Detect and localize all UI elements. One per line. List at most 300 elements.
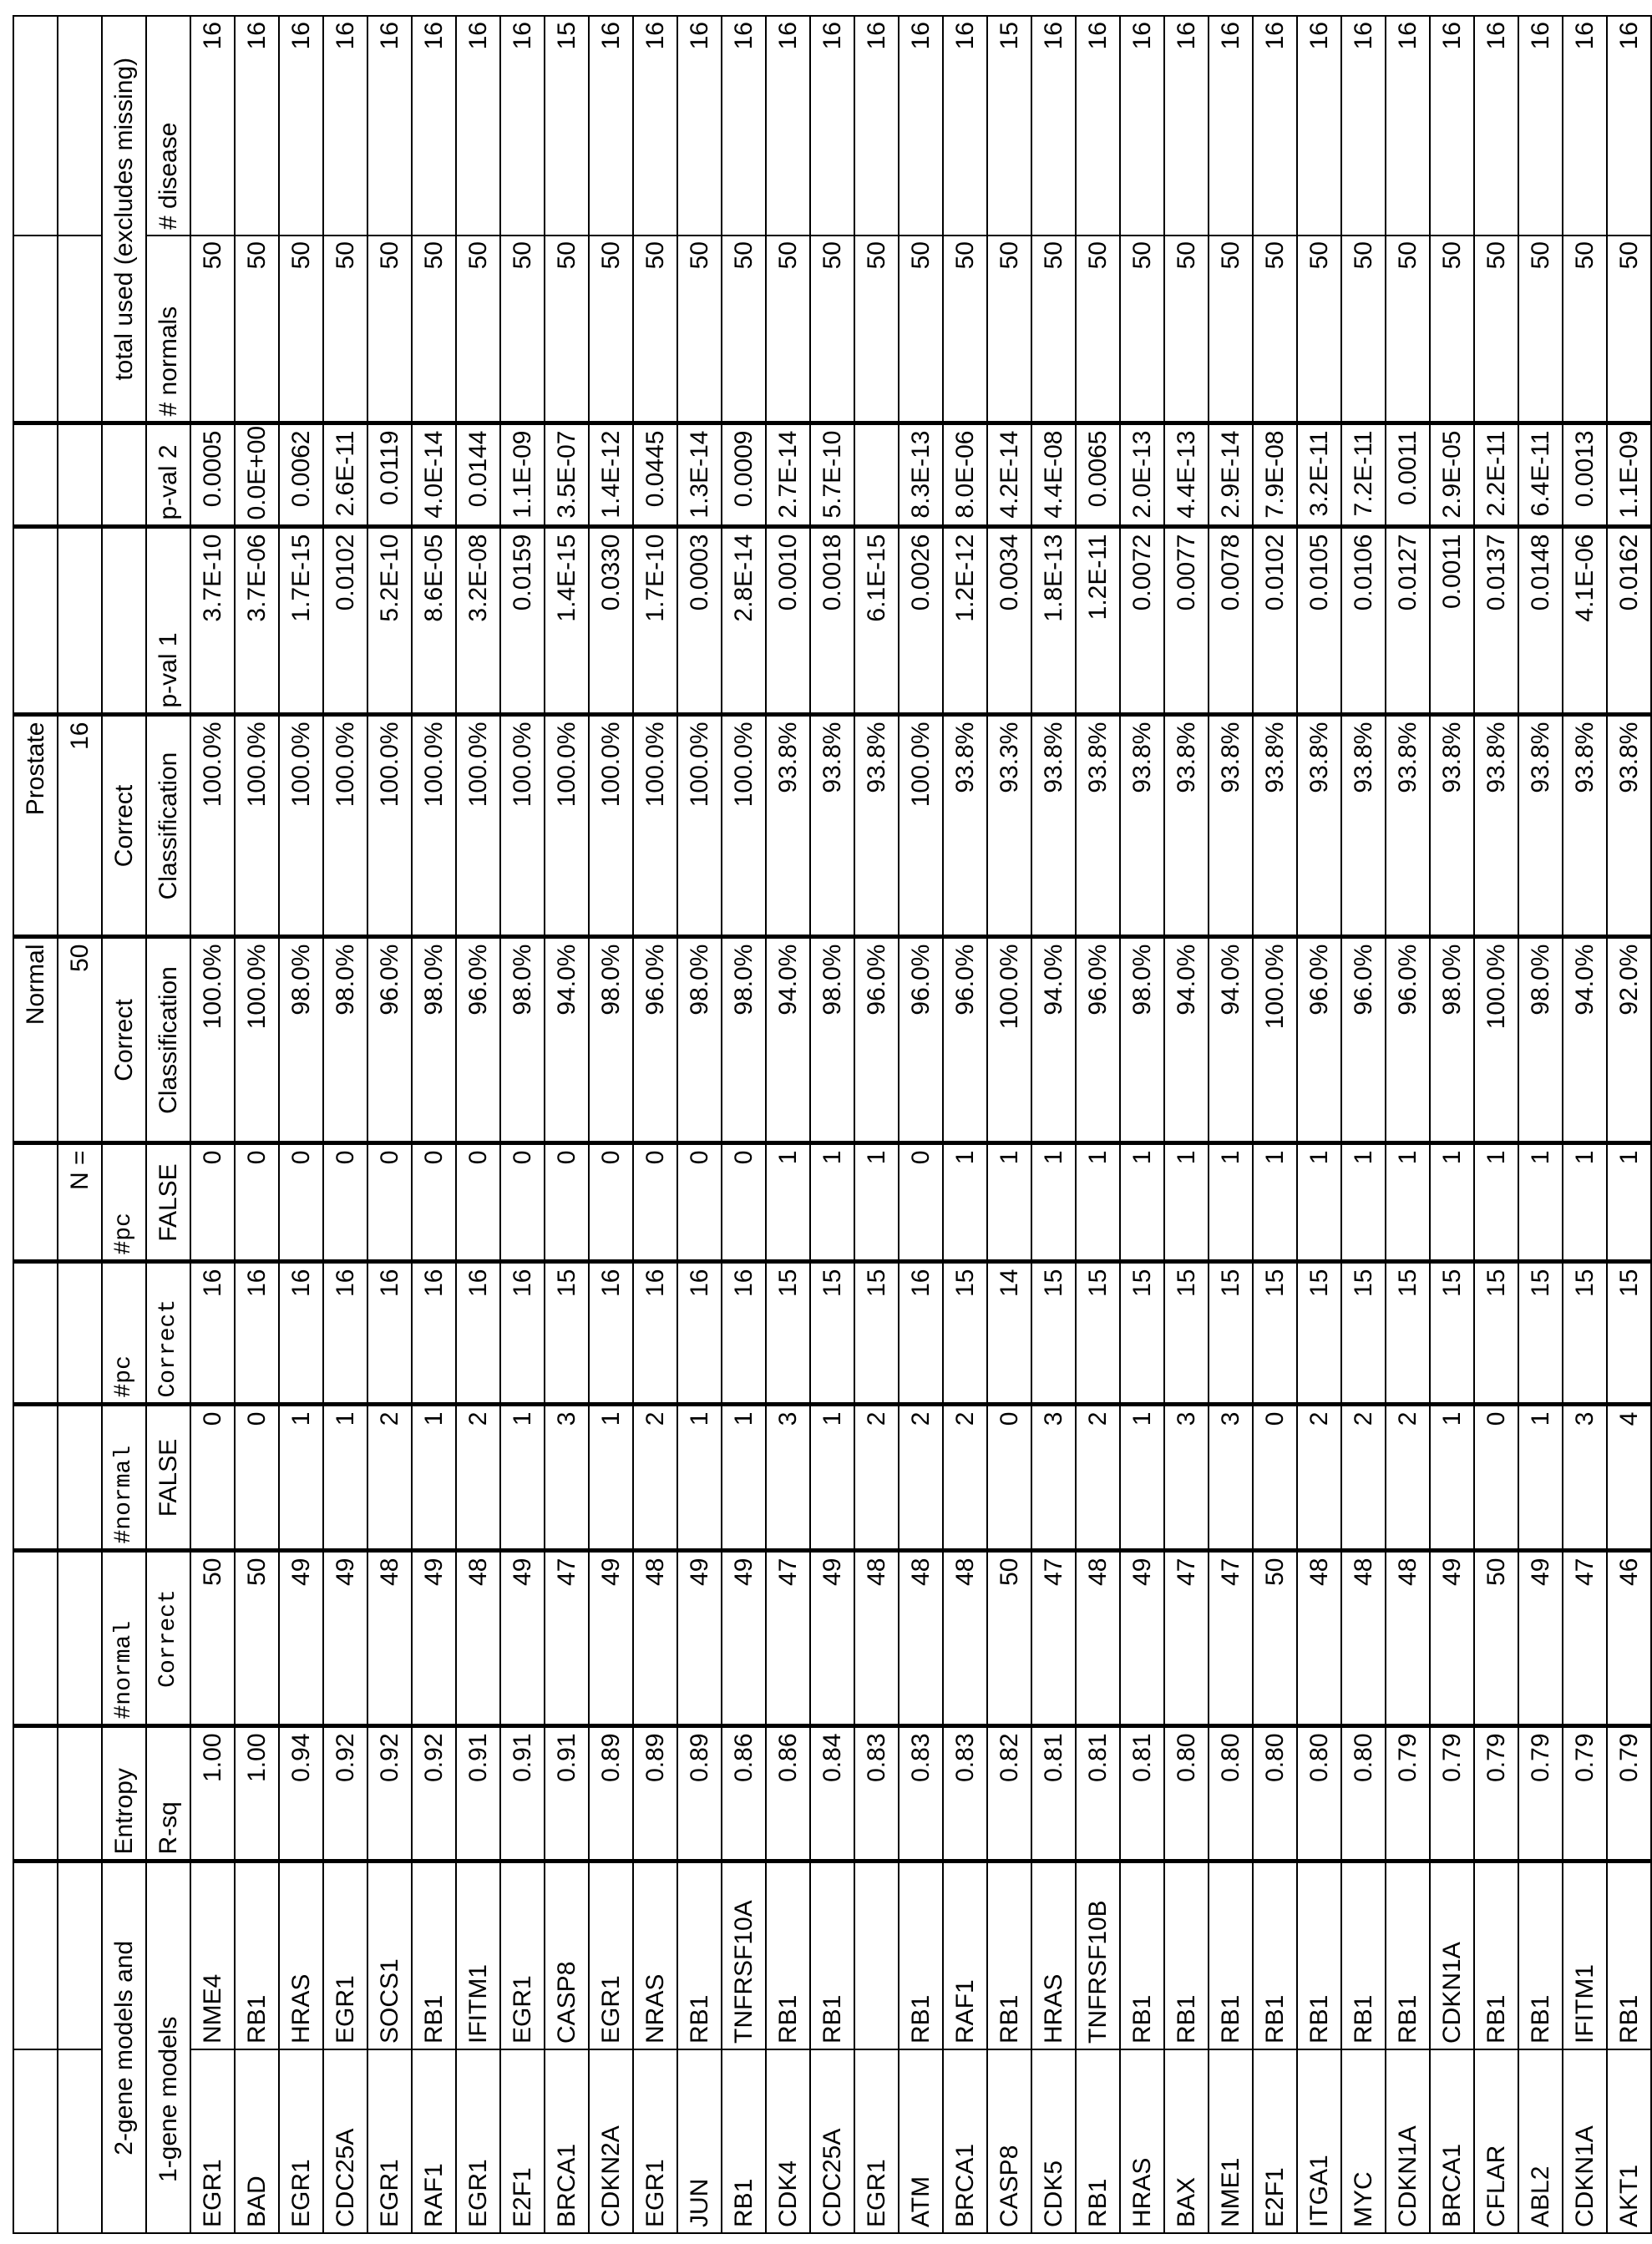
- prostate-classification-cell: 93.8%: [1253, 715, 1297, 937]
- normal-classification-cell: 98.0%: [677, 937, 722, 1143]
- gene1-cell: CDK5: [1031, 2049, 1076, 2233]
- gene2-cell: CASP8: [545, 1862, 589, 2049]
- normal-classification-cell: 96.0%: [899, 937, 943, 1143]
- gene1-cell: ATM: [899, 2049, 943, 2233]
- rsq-cell: 1.00: [190, 1726, 235, 1862]
- pval1-cell: 1.2E-11: [1076, 527, 1120, 715]
- normal-correct-cell: 49: [323, 1551, 367, 1726]
- prostate-classification-cell: 93.8%: [766, 715, 810, 937]
- rsq-cell: 0.89: [633, 1726, 677, 1862]
- normal-false-cell: 3: [1209, 1405, 1253, 1551]
- table-row: [722, 16, 766, 2233]
- n-disease-cell: 16: [766, 16, 810, 236]
- pval2-cell: 4.4E-13: [1164, 423, 1209, 527]
- pval1-cell: 0.0102: [323, 527, 367, 715]
- header-cell: [13, 1862, 58, 2049]
- normal-false-cell: 1: [810, 1405, 854, 1551]
- header-cell: [13, 527, 58, 715]
- pval1-cell: 8.6E-05: [412, 527, 456, 715]
- prostate-classification-cell: 93.8%: [1164, 715, 1209, 937]
- pc-false-cell: 0: [677, 1143, 722, 1262]
- table-row: [766, 16, 810, 2233]
- rsq-cell: 0.84: [810, 1726, 854, 1862]
- n-normals-cell: 50: [323, 236, 367, 423]
- pval1-cell: 0.0034: [987, 527, 1031, 715]
- table-row: [943, 16, 987, 2233]
- n-disease-cell: 16: [235, 16, 279, 236]
- table-row: [854, 16, 899, 2233]
- normal-correct-cell: 50: [235, 1551, 279, 1726]
- pval2-cell: 0.0E+00: [235, 423, 279, 527]
- n-normals-cell: 50: [1253, 236, 1297, 423]
- pval2-cell: 0.0144: [456, 423, 500, 527]
- n-disease-cell: 16: [279, 16, 323, 236]
- pc-correct-cell: 16: [677, 1262, 722, 1405]
- table-row: [899, 16, 943, 2233]
- n-disease-cell: 16: [367, 16, 412, 236]
- header-prostate-classification: Classification: [146, 715, 190, 937]
- n-normals-cell: 50: [1341, 236, 1386, 423]
- gene1-cell: BRCA1: [1430, 2049, 1474, 2233]
- gene1-cell: CFLAR: [1474, 2049, 1518, 2233]
- pval2-cell: 2.6E-11: [323, 423, 367, 527]
- gene2-cell: RB1: [1120, 1862, 1164, 2049]
- gene2-cell: TNFRSF10B: [1076, 1862, 1120, 2049]
- header-cell: [58, 1862, 102, 2049]
- pc-correct-cell: 15: [1209, 1262, 1253, 1405]
- table-row: [1120, 16, 1164, 2233]
- pc-false-cell: 1: [1297, 1143, 1341, 1262]
- prostate-classification-cell: 93.8%: [1076, 715, 1120, 937]
- normal-correct-cell: 47: [1209, 1551, 1253, 1726]
- header-normal-correct-prefix: #normal: [102, 1551, 146, 1726]
- header-cell: [58, 423, 102, 527]
- rsq-cell: 0.86: [766, 1726, 810, 1862]
- n-normals-cell: 50: [987, 236, 1031, 423]
- n-disease-cell: 16: [1253, 16, 1297, 236]
- pc-correct-cell: 15: [1430, 1262, 1474, 1405]
- pval1-cell: 0.0078: [1209, 527, 1253, 715]
- normal-correct-cell: 50: [190, 1551, 235, 1726]
- gene1-cell: CDKN2A: [589, 2049, 633, 2233]
- rsq-cell: 1.00: [235, 1726, 279, 1862]
- pc-false-cell: 0: [589, 1143, 633, 1262]
- normal-classification-cell: 96.0%: [367, 937, 412, 1143]
- normal-classification-cell: 98.0%: [500, 937, 545, 1143]
- pc-false-cell: 0: [722, 1143, 766, 1262]
- normal-classification-cell: 96.0%: [456, 937, 500, 1143]
- pval2-cell: 2.9E-05: [1430, 423, 1474, 527]
- pc-correct-cell: 16: [456, 1262, 500, 1405]
- prostate-classification-cell: 93.8%: [943, 715, 987, 937]
- gene2-cell: RB1: [1297, 1862, 1341, 2049]
- normal-correct-cell: 48: [899, 1551, 943, 1726]
- normal-correct-cell: 50: [1474, 1551, 1518, 1726]
- n-disease-cell: 16: [1474, 16, 1518, 236]
- pval2-cell: 1.3E-14: [677, 423, 722, 527]
- header-cell: [13, 236, 58, 423]
- table-row: [456, 16, 500, 2233]
- pval2-cell: 0.0062: [279, 423, 323, 527]
- pval2-cell: 2.7E-14: [766, 423, 810, 527]
- n-normals-cell: 50: [1209, 236, 1253, 423]
- normal-false-cell: 2: [1297, 1405, 1341, 1551]
- pc-false-cell: 0: [500, 1143, 545, 1262]
- header-prostate-n: 16: [58, 715, 102, 937]
- pc-false-cell: 1: [1253, 1143, 1297, 1262]
- normal-correct-cell: 49: [1518, 1551, 1563, 1726]
- rsq-cell: 0.94: [279, 1726, 323, 1862]
- normal-false-cell: 1: [412, 1405, 456, 1551]
- normal-correct-cell: 49: [722, 1551, 766, 1726]
- gene2-cell: RAF1: [943, 1862, 987, 2049]
- pval2-cell: 8.0E-06: [943, 423, 987, 527]
- n-normals-cell: 50: [190, 236, 235, 423]
- header-cell: [13, 1262, 58, 1405]
- header-cell: [58, 1262, 102, 1405]
- header-row-4: [146, 16, 190, 2233]
- normal-correct-cell: 46: [1607, 1551, 1651, 1726]
- normal-false-cell: 2: [1341, 1405, 1386, 1551]
- prostate-classification-cell: 100.0%: [279, 715, 323, 937]
- pval1-cell: 0.0011: [1430, 527, 1474, 715]
- pval2-cell: 0.0013: [1563, 423, 1607, 527]
- normal-false-cell: 1: [1518, 1405, 1563, 1551]
- normal-correct-cell: 47: [1031, 1551, 1076, 1726]
- normal-correct-cell: 49: [1120, 1551, 1164, 1726]
- table-row: [190, 16, 235, 2233]
- table-row: [367, 16, 412, 2233]
- pc-correct-cell: 16: [722, 1262, 766, 1405]
- pc-correct-cell: 16: [589, 1262, 633, 1405]
- gene2-cell: RB1: [766, 1862, 810, 2049]
- normal-classification-cell: 100.0%: [235, 937, 279, 1143]
- prostate-classification-cell: 100.0%: [323, 715, 367, 937]
- header-normal-false: FALSE: [146, 1405, 190, 1551]
- rsq-cell: 0.81: [1031, 1726, 1076, 1862]
- rotated-table-container: [13, 17, 1643, 2234]
- pc-false-cell: 1: [1209, 1143, 1253, 1262]
- n-normals-cell: 50: [589, 236, 633, 423]
- pval2-cell: 0.0065: [1076, 423, 1120, 527]
- pc-correct-cell: 16: [500, 1262, 545, 1405]
- rsq-cell: 0.80: [1297, 1726, 1341, 1862]
- header-pc-false-prefix: #pc: [102, 1143, 146, 1262]
- header-normal-correct: Correct: [146, 1551, 190, 1726]
- header-row-2: [58, 16, 102, 2233]
- pc-false-cell: 1: [987, 1143, 1031, 1262]
- gene2-cell: RB1: [810, 1862, 854, 2049]
- rsq-cell: 0.79: [1607, 1726, 1651, 1862]
- normal-false-cell: 3: [545, 1405, 589, 1551]
- pval2-cell: 7.2E-11: [1341, 423, 1386, 527]
- prostate-classification-cell: 100.0%: [500, 715, 545, 937]
- header-cell: [58, 2049, 102, 2233]
- table-row: [633, 16, 677, 2233]
- header-cell: [58, 236, 102, 423]
- gene1-cell: MYC: [1341, 2049, 1386, 2233]
- header-cell: [13, 1551, 58, 1726]
- n-normals-cell: 50: [854, 236, 899, 423]
- normal-false-cell: 4: [1607, 1405, 1651, 1551]
- gene2-cell: RB1: [1386, 1862, 1430, 2049]
- n-normals-cell: 50: [456, 236, 500, 423]
- gene2-cell: IFITM1: [1563, 1862, 1607, 2049]
- gene2-cell: EGR1: [589, 1862, 633, 2049]
- pval2-cell: 8.3E-13: [899, 423, 943, 527]
- n-disease-cell: 16: [854, 16, 899, 236]
- normal-correct-cell: 47: [1563, 1551, 1607, 1726]
- pc-correct-cell: 16: [633, 1262, 677, 1405]
- normal-false-cell: 1: [589, 1405, 633, 1551]
- normal-correct-cell: 48: [367, 1551, 412, 1726]
- normal-false-cell: 2: [943, 1405, 987, 1551]
- normal-false-cell: 2: [367, 1405, 412, 1551]
- n-normals-cell: 50: [677, 236, 722, 423]
- normal-classification-cell: 96.0%: [943, 937, 987, 1143]
- rsq-cell: 0.81: [1120, 1726, 1164, 1862]
- n-normals-cell: 50: [722, 236, 766, 423]
- pc-correct-cell: 14: [987, 1262, 1031, 1405]
- gene2-cell: RB1: [987, 1862, 1031, 2049]
- rsq-cell: 0.79: [1474, 1726, 1518, 1862]
- gene1-cell: E2F1: [1253, 2049, 1297, 2233]
- gene2-cell: RB1: [1341, 1862, 1386, 2049]
- normal-false-cell: 1: [500, 1405, 545, 1551]
- normal-correct-cell: 48: [456, 1551, 500, 1726]
- normal-classification-cell: 96.0%: [1076, 937, 1120, 1143]
- pc-false-cell: 1: [1474, 1143, 1518, 1262]
- n-normals-cell: 50: [1076, 236, 1120, 423]
- pval1-cell: 0.0330: [589, 527, 633, 715]
- rsq-cell: 0.81: [1076, 1726, 1120, 1862]
- n-normals-cell: 50: [279, 236, 323, 423]
- gene1-cell: EGR1: [279, 2049, 323, 2233]
- pval1-cell: 2.8E-14: [722, 527, 766, 715]
- header-normal-classification: Classification: [146, 937, 190, 1143]
- table-row: [1031, 16, 1076, 2233]
- normal-classification-cell: 98.0%: [589, 937, 633, 1143]
- n-disease-cell: 16: [190, 16, 235, 236]
- pval1-cell: 1.2E-12: [943, 527, 987, 715]
- table-row: [987, 16, 1031, 2233]
- normal-false-cell: 2: [1076, 1405, 1120, 1551]
- header-n-equals: N =: [58, 1143, 102, 1262]
- gene1-cell: BRCA1: [545, 2049, 589, 2233]
- prostate-classification-cell: 100.0%: [412, 715, 456, 937]
- pc-false-cell: 0: [190, 1143, 235, 1262]
- pc-false-cell: 1: [1341, 1143, 1386, 1262]
- n-normals-cell: 50: [1164, 236, 1209, 423]
- pval1-cell: 3.2E-08: [456, 527, 500, 715]
- header-cell: [102, 423, 146, 527]
- prostate-classification-cell: 93.8%: [1341, 715, 1386, 937]
- normal-false-cell: 1: [279, 1405, 323, 1551]
- normal-classification-cell: 94.0%: [1031, 937, 1076, 1143]
- pc-correct-cell: 15: [1120, 1262, 1164, 1405]
- normal-classification-cell: 98.0%: [279, 937, 323, 1143]
- pval1-cell: 0.0137: [1474, 527, 1518, 715]
- header-pc-false: FALSE: [146, 1143, 190, 1262]
- prostate-classification-cell: 93.8%: [810, 715, 854, 937]
- n-normals-cell: 50: [1474, 236, 1518, 423]
- pval1-cell: 1.7E-10: [633, 527, 677, 715]
- n-disease-cell: 16: [1607, 16, 1651, 236]
- gene1-cell: CASP8: [987, 2049, 1031, 2233]
- normal-false-cell: 3: [766, 1405, 810, 1551]
- normal-classification-cell: 98.0%: [1120, 937, 1164, 1143]
- header-cell: [13, 1405, 58, 1551]
- pval2-cell: 4.2E-14: [987, 423, 1031, 527]
- rsq-cell: 0.83: [899, 1726, 943, 1862]
- n-disease-cell: 16: [1297, 16, 1341, 236]
- n-normals-cell: 50: [1607, 236, 1651, 423]
- gene1-cell: CDK4: [766, 2049, 810, 2233]
- n-normals-cell: 50: [235, 236, 279, 423]
- pc-false-cell: 0: [456, 1143, 500, 1262]
- normal-classification-cell: 94.0%: [1563, 937, 1607, 1143]
- normal-correct-cell: 48: [1341, 1551, 1386, 1726]
- prostate-classification-cell: 93.3%: [987, 715, 1031, 937]
- pc-correct-cell: 15: [1386, 1262, 1430, 1405]
- normal-correct-cell: 49: [677, 1551, 722, 1726]
- table-row: [1297, 16, 1341, 2233]
- gene2-cell: SOCS1: [367, 1862, 412, 2049]
- normal-correct-cell: 47: [766, 1551, 810, 1726]
- pc-correct-cell: 16: [235, 1262, 279, 1405]
- pval1-cell: 0.0010: [766, 527, 810, 715]
- prostate-classification-cell: 100.0%: [589, 715, 633, 937]
- normal-false-cell: 2: [899, 1405, 943, 1551]
- prostate-classification-cell: 100.0%: [722, 715, 766, 937]
- n-disease-cell: 16: [412, 16, 456, 236]
- gene1-cell: NME1: [1209, 2049, 1253, 2233]
- gene2-cell: EGR1: [323, 1862, 367, 2049]
- pval1-cell: 0.0072: [1120, 527, 1164, 715]
- prostate-classification-cell: 93.8%: [1209, 715, 1253, 937]
- prostate-classification-cell: 93.8%: [1430, 715, 1474, 937]
- header-entropy: Entropy: [102, 1726, 146, 1862]
- pval1-cell: 1.4E-15: [545, 527, 589, 715]
- gene1-cell: ABL2: [1518, 2049, 1563, 2233]
- gene1-cell: CDC25A: [323, 2049, 367, 2233]
- pval2-cell: 4.0E-14: [412, 423, 456, 527]
- normal-correct-cell: 48: [1076, 1551, 1120, 1726]
- n-disease-cell: 16: [1518, 16, 1563, 236]
- gene1-cell: BAX: [1164, 2049, 1209, 2233]
- rsq-cell: 0.80: [1164, 1726, 1209, 1862]
- table-row: [810, 16, 854, 2233]
- rsq-cell: 0.82: [987, 1726, 1031, 1862]
- pval1-cell: 1.7E-15: [279, 527, 323, 715]
- pc-correct-cell: 15: [943, 1262, 987, 1405]
- normal-false-cell: 0: [235, 1405, 279, 1551]
- n-disease-cell: 16: [1120, 16, 1164, 236]
- n-disease-cell: 16: [1430, 16, 1474, 236]
- rsq-cell: 0.79: [1430, 1726, 1474, 1862]
- header-cell: [13, 16, 58, 236]
- pc-correct-cell: 15: [1607, 1262, 1651, 1405]
- table-row: [500, 16, 545, 2233]
- normal-false-cell: 0: [1474, 1405, 1518, 1551]
- prostate-classification-cell: 93.8%: [1474, 715, 1518, 937]
- prostate-classification-cell: 93.8%: [1297, 715, 1341, 937]
- table-row: [1386, 16, 1430, 2233]
- table-row: [545, 16, 589, 2233]
- header-models-line2: 1-gene models: [146, 1862, 190, 2233]
- n-normals-cell: 50: [1031, 236, 1076, 423]
- pc-false-cell: 1: [1607, 1143, 1651, 1262]
- header-cell: [58, 1551, 102, 1726]
- gene1-cell: BAD: [235, 2049, 279, 2233]
- n-normals-cell: 50: [943, 236, 987, 423]
- rsq-cell: 0.92: [412, 1726, 456, 1862]
- n-normals-cell: 50: [810, 236, 854, 423]
- gene1-cell: CDKN1A: [1386, 2049, 1430, 2233]
- normal-correct-cell: 49: [279, 1551, 323, 1726]
- table-row: [323, 16, 367, 2233]
- n-normals-cell: 50: [766, 236, 810, 423]
- pval2-cell: 2.9E-14: [1209, 423, 1253, 527]
- n-disease-cell: 16: [633, 16, 677, 236]
- pval2-cell: [854, 423, 899, 527]
- pc-correct-cell: 15: [1563, 1262, 1607, 1405]
- pval1-cell: 0.0077: [1164, 527, 1209, 715]
- table-row: [589, 16, 633, 2233]
- table-row: [1607, 16, 1651, 2233]
- rsq-cell: 0.91: [545, 1726, 589, 1862]
- header-normal-label: Normal: [13, 937, 58, 1143]
- gene2-cell: RB1: [1607, 1862, 1651, 2049]
- n-normals-cell: 50: [367, 236, 412, 423]
- gene1-cell: EGR1: [854, 2049, 899, 2233]
- pval1-cell: 4.1E-06: [1563, 527, 1607, 715]
- normal-false-cell: 2: [854, 1405, 899, 1551]
- pc-correct-cell: 16: [279, 1262, 323, 1405]
- header-rsq: R-sq: [146, 1726, 190, 1862]
- rsq-cell: 0.89: [589, 1726, 633, 1862]
- prostate-classification-cell: 93.8%: [1386, 715, 1430, 937]
- gene1-cell: RAF1: [412, 2049, 456, 2233]
- n-disease-cell: 16: [1563, 16, 1607, 236]
- rsq-cell: 0.91: [500, 1726, 545, 1862]
- gene1-cell: RB1: [722, 2049, 766, 2233]
- header-cell: [58, 1726, 102, 1862]
- gene2-cell: NRAS: [633, 1862, 677, 2049]
- table-row: [412, 16, 456, 2233]
- gene2-cell: RB1: [677, 1862, 722, 2049]
- rsq-cell: 0.80: [1253, 1726, 1297, 1862]
- gene1-cell: E2F1: [500, 2049, 545, 2233]
- pc-correct-cell: 15: [854, 1262, 899, 1405]
- pc-false-cell: 0: [412, 1143, 456, 1262]
- table-row: [1518, 16, 1563, 2233]
- n-disease-cell: 16: [899, 16, 943, 236]
- rsq-cell: 0.86: [722, 1726, 766, 1862]
- rsq-cell: 0.89: [677, 1726, 722, 1862]
- pval2-cell: 1.1E-09: [1607, 423, 1651, 527]
- n-disease-cell: 16: [810, 16, 854, 236]
- pc-false-cell: 1: [1076, 1143, 1120, 1262]
- header-pval2: p-val 2: [146, 423, 190, 527]
- normal-classification-cell: 98.0%: [722, 937, 766, 1143]
- rsq-cell: 0.91: [456, 1726, 500, 1862]
- prostate-classification-cell: 100.0%: [677, 715, 722, 937]
- normal-classification-cell: 94.0%: [1209, 937, 1253, 1143]
- pval1-cell: 1.8E-13: [1031, 527, 1076, 715]
- pc-false-cell: 0: [545, 1143, 589, 1262]
- n-disease-cell: 16: [500, 16, 545, 236]
